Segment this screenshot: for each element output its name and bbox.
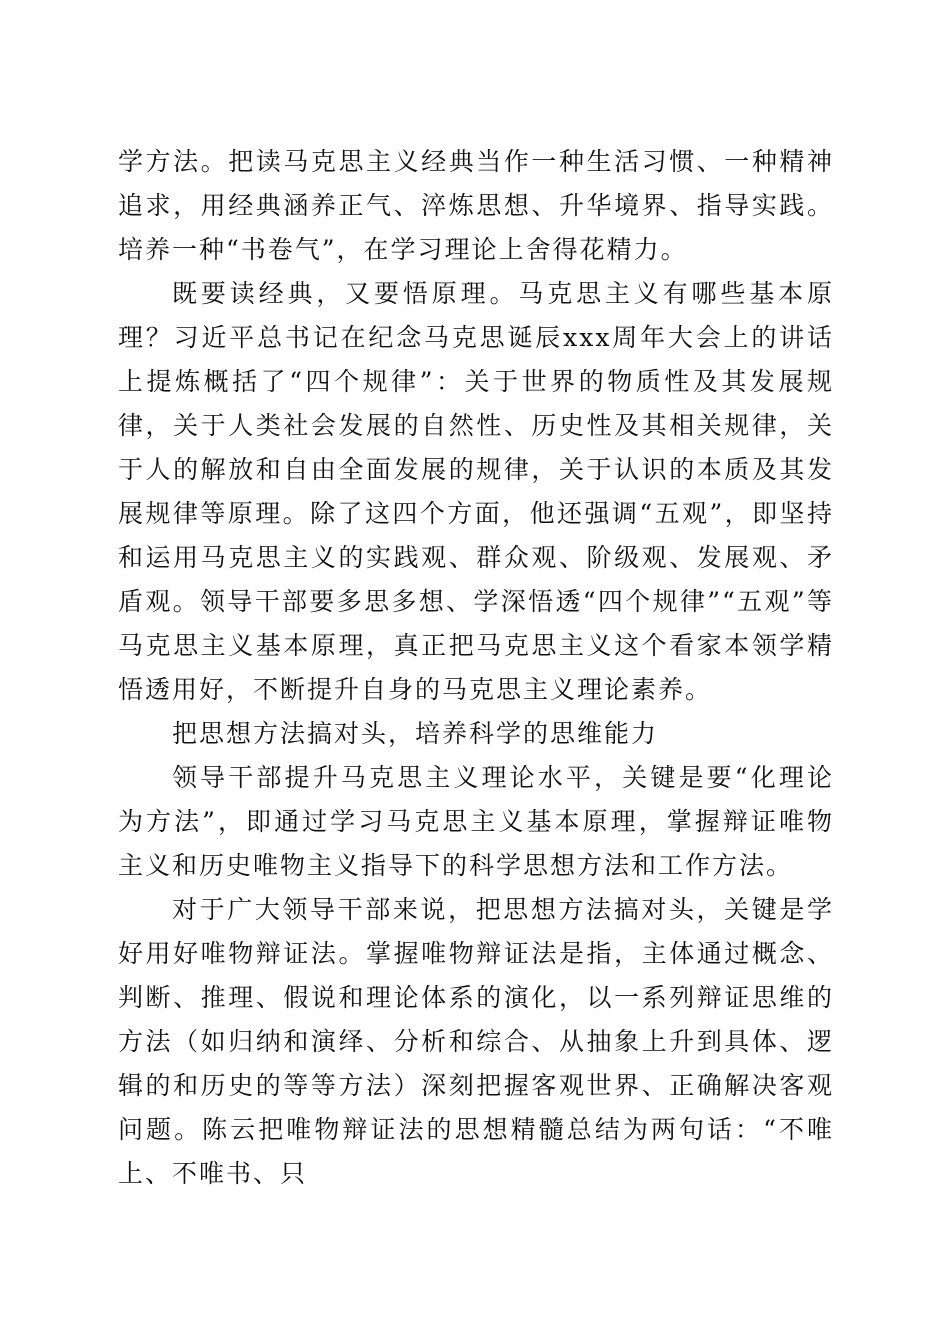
section-heading: 把思想方法搞对头，培养科学的思维能力 <box>172 719 659 748</box>
document-body <box>118 140 834 1196</box>
paragraph-1: 学方法。把读马克思主义经典当作一种生活习惯、一种精神追求，用经典涵养正气、淬炼思想、升华境界、指导实践。培养一种“书卷气”，在学习理论上舍得花精力。 <box>118 147 834 264</box>
paragraph-2: 既要读经典，又要悟原理。马克思主义有哪些基本原理？习近平总书记在纪念马克思诞辰xxx周年大会上的讲话上提炼概括了“四个规律”：关于世界的物质性及其发展规律，关于人类社会发展的自然性、历史性及其相关规律，关于人的解放和自由全面发展的规律，关于认识的本质及其发展规律等原理。除了这四个方面，他还强调“五观”，即坚持和运用马克思主义的实践观、群众观、阶级观、发展观、矛盾观。领导干部要多思多想、学深悟透“四个规律”“五观”等马克思主义基本原理，真正把马克思主义这个看家本领学精悟透用好，不断提升自身的马克思主义理论素养。 <box>118 279 834 704</box>
paragraph-4: 领导干部提升马克思主义理论水平，关键是要“化理论为方法”，即通过学习马克思主义基本原理，掌握辩证唯物主义和历史唯物主义指导下的科学思想方法和工作方法。 <box>118 763 834 880</box>
paragraph-5: 对于广大领导干部来说，把思想方法搞对头，关键是学好用好唯物辩证法。掌握唯物辩证法是指，主体通过概念、判断、推理、假说和理论体系的演化，以一系列辩证思维的方法（如归纳和演绎、分析和综合、从抽象上升到具体、逻辑的和历史的等等方法）深刻把握客观世界、正确解决客观问题。陈云把唯物辩证法的思想精髓总结为两句话：“不唯上、不唯书、只 <box>118 895 834 1188</box>
